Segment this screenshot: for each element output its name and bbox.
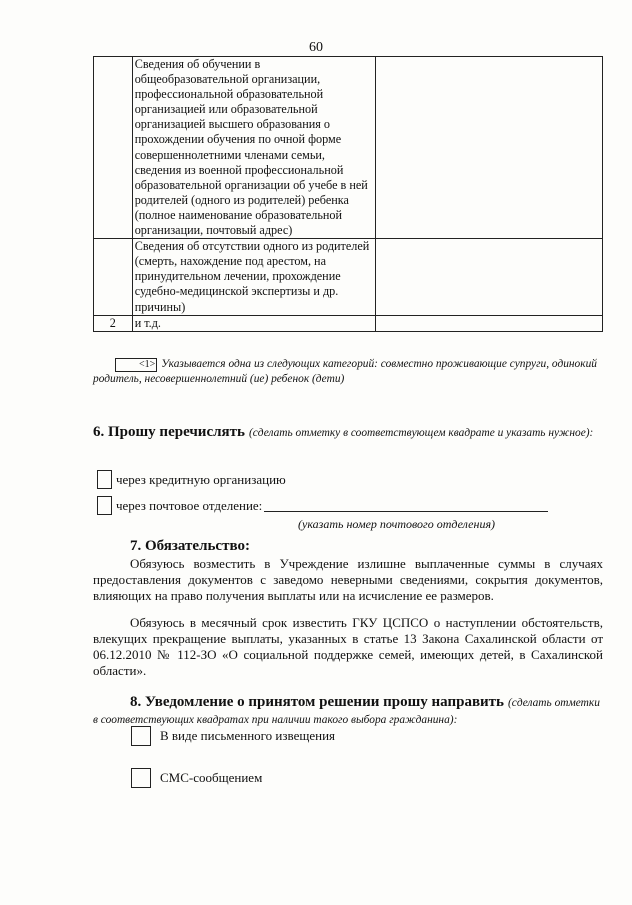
bank-checkbox[interactable] (97, 470, 112, 489)
table-cell-num (94, 57, 133, 239)
info-table (93, 56, 603, 332)
bank-option-label: через кредитную организацию (116, 471, 286, 487)
section-6-hint: (сделать отметку в соответствующем квадрате и указать нужное): (248, 427, 594, 439)
post-office-note: (указать номер почтового отделения) (298, 517, 496, 531)
table-cell-text: Сведения об отсутствии одного из родителей (смерть, нахождение под арестом, на принудительном лечении, прохождение судебно-медицинской экспертизы и др. причины) (132, 239, 376, 315)
section-6-header (93, 424, 613, 441)
footnote-text: Указывается одна из следующих категорий: совместно проживающие супруги, одинокий родитель, несовершеннолетний (ие) ребенок (дети) (93, 358, 597, 385)
footnote-mark: <1> (115, 358, 157, 372)
table-cell-num (94, 239, 133, 315)
table-cell-num: 2 (94, 315, 133, 331)
page-number: 60 (309, 40, 323, 55)
letter-option-label: В виде письменного извещения (160, 728, 336, 743)
obligation-paragraph-2: Обязуюсь в месячный срок известить ГКУ ЦСПСО о наступлении обстоятельств, влекущих прекращение выплаты, указанных в статье 13 Закона Сахалинской области от 06.12.2010 № 112-ЗО «О социальной поддержке семей, имеющих детей, в Сахалинской области». (93, 615, 603, 678)
table-row (94, 57, 603, 239)
section-8-hint: (сделать отметки в соответствующих квадратах при наличии такого выбора гражданина): (93, 697, 600, 726)
post-checkbox[interactable] (97, 496, 112, 515)
section-8-heading: 8. Уведомление о принятом решении прошу направить (130, 694, 504, 710)
obligation-paragraph-1: Обязуюсь возместить в Учреждение излишне выплаченные суммы в случаях предоставления документов с заведомо неверными сведениями, сокрытия документов, влияющих на право получения выплаты или на исчисление ее размеров. (93, 556, 603, 603)
section-8-header (93, 694, 605, 728)
table-cell-text: и т.д. (132, 315, 376, 331)
sms-checkbox[interactable] (131, 768, 151, 788)
table-row (94, 315, 603, 331)
sms-option-label: СМС-сообщением (160, 770, 263, 785)
payment-option-bank (97, 470, 286, 489)
table-cell-value (376, 239, 603, 315)
table-cell-text: Сведения об обучении в общеобразовательной организации, профессиональной образовательной организацией или образовательной организацией высшего образования о прохождении обучения по очной форме совершеннолетними членами семьи, сведения из военной профессиональной образовательной организации об учебе в ней родителей (одного из родителей) ребенка (полное наименование образовательной организации, почтовый адрес) (132, 57, 376, 239)
table-cell-value (376, 57, 603, 239)
section-7-heading: 7. Обязательство: (130, 538, 250, 554)
notify-option-sms (131, 768, 262, 788)
table-cell-value (376, 315, 603, 331)
section-6-heading: 6. Прошу перечислять (93, 424, 245, 440)
letter-checkbox[interactable] (131, 726, 151, 746)
footnote (93, 357, 621, 387)
post-option-label: через почтовое отделение: (116, 497, 263, 513)
notify-option-letter (131, 726, 335, 746)
payment-option-post (97, 496, 548, 515)
table-row (94, 239, 603, 315)
post-office-number-field[interactable] (264, 499, 548, 512)
